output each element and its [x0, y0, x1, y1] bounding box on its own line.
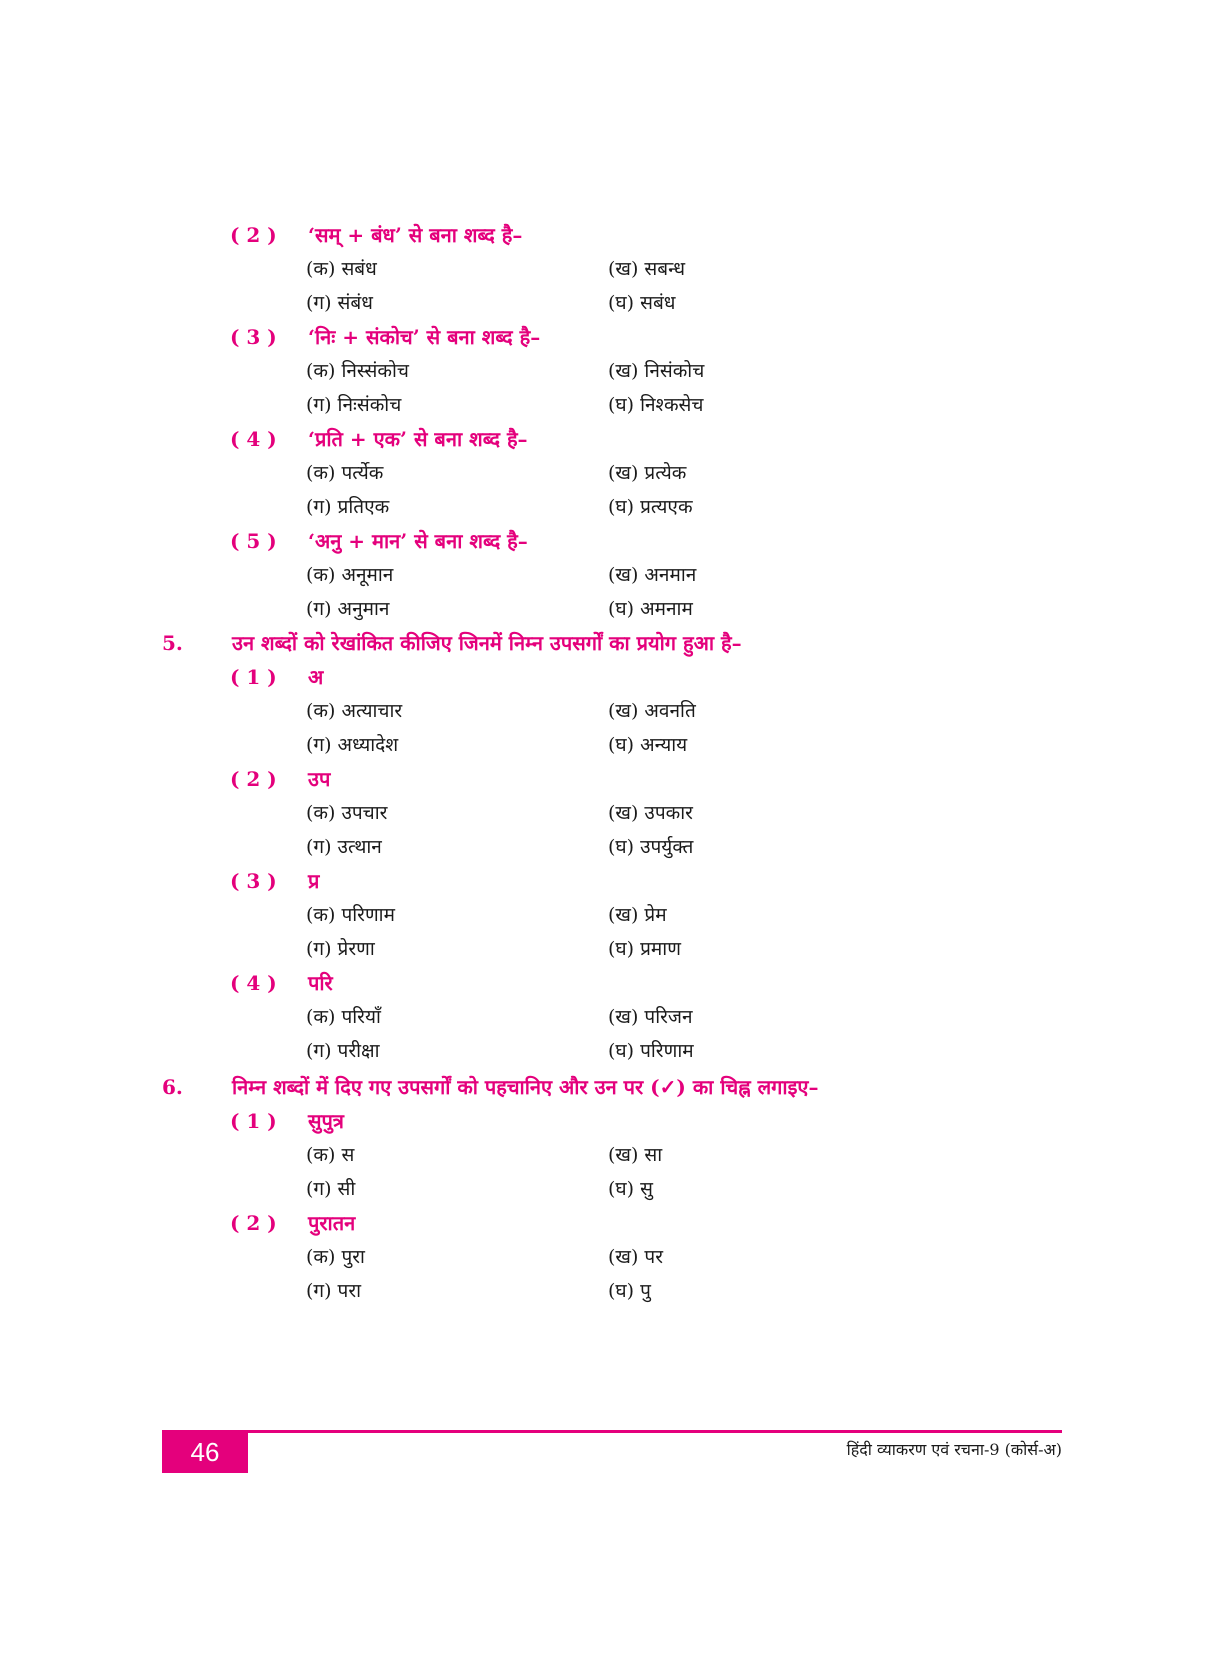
- option-gha: (घ) सबंध: [608, 292, 676, 314]
- option-ka: (क) पुरा: [306, 1246, 365, 1268]
- section-number: 6.: [162, 1075, 183, 1099]
- option-kha: (ख) प्रेम: [608, 904, 667, 926]
- section-instruction: निम्न शब्दों में दिए गए उपसर्गों को पहचानिए और उन पर (✓) का चिह्न लगाइए–: [232, 1075, 819, 1099]
- option-kha: (ख) सबन्ध: [608, 258, 686, 280]
- option-gha: (घ) अन्याय: [608, 734, 688, 756]
- book-title: हिंदी व्याकरण एवं रचना-9 (कोर्स-अ): [846, 1440, 1062, 1459]
- option-ga: (ग) अध्यादेश: [306, 734, 399, 756]
- question-number: ( 2 ): [230, 223, 277, 247]
- option-gha: (घ) प्रमाण: [608, 938, 681, 960]
- option-kha: (ख) प्रत्येक: [608, 462, 687, 484]
- option-gha: (घ) परिणाम: [608, 1040, 694, 1062]
- question-number: ( 3 ): [230, 325, 277, 349]
- option-kha: (ख) अवनति: [608, 700, 696, 722]
- option-ka: (क) उपचार: [306, 802, 388, 824]
- option-ka: (क) स: [306, 1144, 355, 1166]
- option-ga: (ग) संबंध: [306, 292, 373, 314]
- question-text: ‘सम् + बंध’ से बना शब्द है–: [308, 223, 523, 247]
- question-number: ( 3 ): [230, 869, 277, 893]
- option-gha: (घ) प्रत्यएक: [608, 496, 693, 518]
- option-ka: (क) पर्त्येक: [306, 462, 384, 484]
- option-gha: (घ) निश्कसेच: [608, 394, 704, 416]
- option-kha: (ख) पर: [608, 1246, 663, 1268]
- question-text: ‘निः + संकोच’ से बना शब्द है–: [308, 325, 541, 349]
- option-ka: (क) निस्संकोच: [306, 360, 409, 382]
- question-number: ( 1 ): [230, 1109, 277, 1133]
- question-number: ( 5 ): [230, 529, 277, 553]
- question-number: ( 4 ): [230, 971, 277, 995]
- option-ka: (क) सबंध: [306, 258, 377, 280]
- option-gha: (घ) पु: [608, 1280, 651, 1302]
- footer-rule: [162, 1430, 1062, 1433]
- option-ga: (ग) निःसंकोच: [306, 394, 402, 416]
- option-ga: (ग) परा: [306, 1280, 362, 1302]
- option-gha: (घ) अमनाम: [608, 598, 693, 620]
- option-gha: (घ) सु: [608, 1178, 653, 1200]
- option-ga: (ग) परीक्षा: [306, 1040, 380, 1062]
- question-text: ‘अनु + मान’ से बना शब्द है–: [308, 529, 528, 553]
- section-instruction: उन शब्दों को रेखांकित कीजिए जिनमें निम्न उपसर्गों का प्रयोग हुआ है–: [232, 631, 742, 655]
- question-number: ( 2 ): [230, 1211, 277, 1235]
- option-kha: (ख) परिजन: [608, 1006, 693, 1028]
- question-number: ( 1 ): [230, 665, 277, 689]
- option-ga: (ग) उत्थान: [306, 836, 382, 858]
- option-kha: (ख) अनमान: [608, 564, 697, 586]
- option-kha: (ख) निसंकोच: [608, 360, 705, 382]
- option-ga: (ग) प्रतिएक: [306, 496, 390, 518]
- option-kha: (ख) उपकार: [608, 802, 693, 824]
- section-number: 5.: [162, 631, 183, 655]
- question-text: उप: [308, 767, 331, 791]
- question-text: सुपुत्र: [308, 1109, 344, 1133]
- page-number: 46: [162, 1431, 248, 1473]
- option-ka: (क) परिणाम: [306, 904, 395, 926]
- option-ka: (क) अनूमान: [306, 564, 394, 586]
- question-text: प्र: [308, 869, 320, 893]
- question-number: ( 4 ): [230, 427, 277, 451]
- question-text: पुरातन: [308, 1211, 356, 1235]
- option-gha: (घ) उपर्युक्त: [608, 836, 694, 858]
- question-text: अ: [308, 665, 324, 689]
- option-ga: (ग) सी: [306, 1178, 356, 1200]
- question-text: परि: [308, 971, 333, 995]
- question-number: ( 2 ): [230, 767, 277, 791]
- option-ga: (ग) अनुमान: [306, 598, 390, 620]
- option-kha: (ख) सा: [608, 1144, 663, 1166]
- question-text: ‘प्रति + एक’ से बना शब्द है–: [308, 427, 528, 451]
- option-ga: (ग) प्रेरणा: [306, 938, 375, 960]
- option-ka: (क) अत्याचार: [306, 700, 403, 722]
- option-ka: (क) परियाँ: [306, 1006, 381, 1028]
